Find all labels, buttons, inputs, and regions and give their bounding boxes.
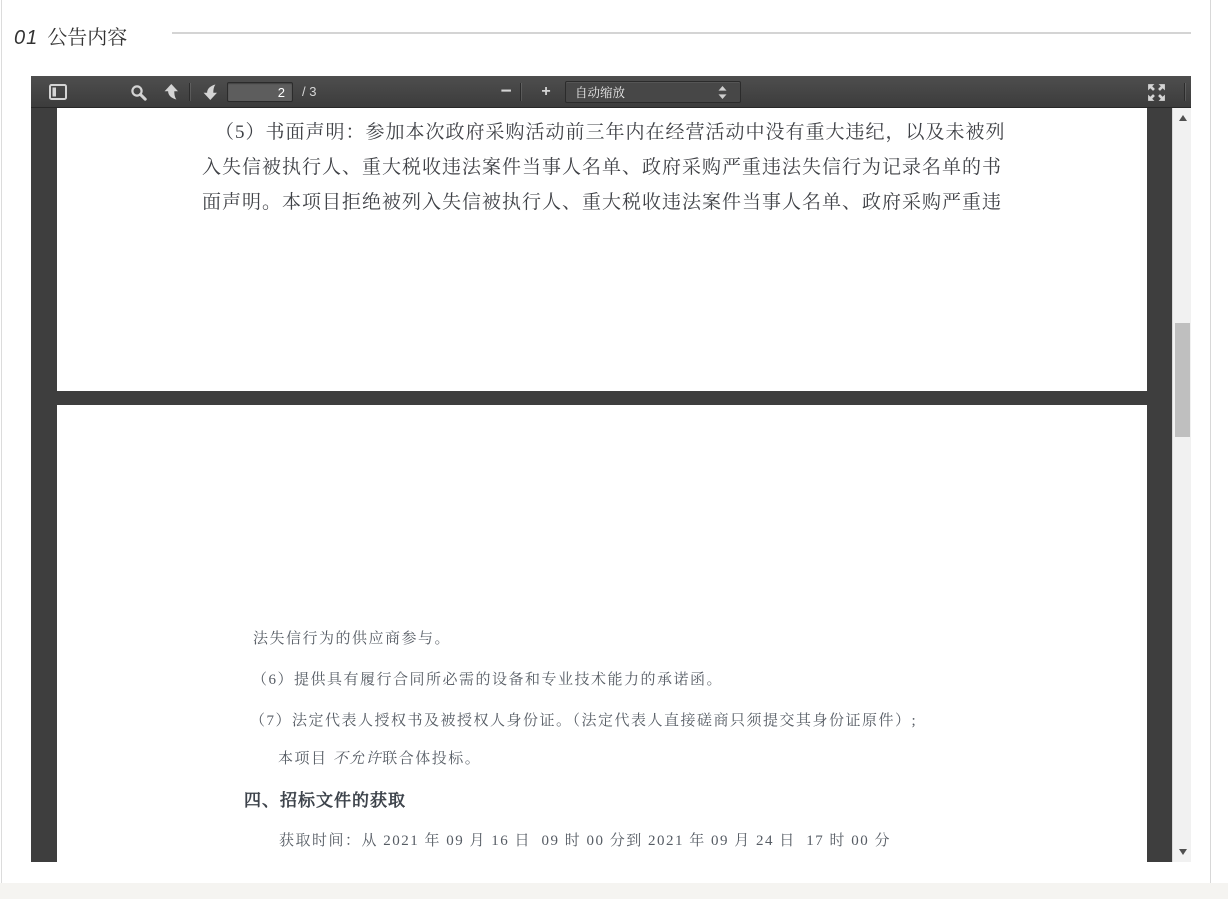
pdf-page-2: [57, 405, 1147, 862]
document-text-line: （5）书面声明：参加本次政府采购活动前三年内在经营活动中没有重大违纪，以及未被列: [215, 122, 1006, 143]
plus-icon: +: [541, 83, 551, 100]
presentation-mode-button[interactable]: [1143, 80, 1169, 104]
toolbar-separator: [1184, 83, 1185, 101]
zoom-mode-select[interactable]: [565, 81, 741, 103]
page-number-input[interactable]: [227, 82, 293, 102]
scroll-down-button[interactable]: [1173, 844, 1191, 860]
next-page-button[interactable]: [197, 80, 223, 104]
triangle-up-icon: [1179, 115, 1187, 121]
document-text-line: 法失信行为的供应商参与。: [253, 631, 452, 647]
page-count-label: / 3: [302, 84, 317, 99]
consortium-not-allowed: 不允许: [332, 751, 383, 767]
section-title: [14, 21, 127, 50]
document-text-line: 获取时间：从 2021 年 09 月 16 日 09 时 00 分到 2021 年 09 月 24 日 17 时 00 分: [279, 833, 892, 849]
toolbar-separator: [520, 83, 521, 101]
consortium-suffix: 联合体投标。: [382, 751, 482, 767]
previous-page-button[interactable]: [158, 80, 184, 104]
scrollbar-thumb[interactable]: [1175, 323, 1190, 437]
document-text-line: （6）提供具有履行合同所必需的设备和专业技术能力的承诺函。: [252, 672, 724, 688]
document-text-line: （7）法定代表人授权书及被授权人身份证。（法定代表人直接磋商只须提交其身份证原件）;: [250, 713, 918, 729]
pdf-toolbar: [31, 76, 1191, 108]
search-button[interactable]: [125, 80, 151, 104]
section-number: 01: [14, 27, 39, 49]
arrow-up-icon: [162, 83, 180, 101]
next-section-background: [0, 883, 1228, 899]
pdf-viewer: [31, 76, 1191, 862]
sidebar-toggle-button[interactable]: [45, 80, 71, 104]
zoom-out-button[interactable]: [493, 80, 519, 104]
zoom-mode-value: 自动缩放: [575, 86, 626, 100]
section-title-text: 公告内容: [47, 27, 128, 49]
sidebar-toggle-icon: [49, 84, 67, 100]
document-text-line: 入失信被执行人、重大税收违法案件当事人名单、政府采购严重违法失信行为记录名单的书: [202, 157, 1003, 178]
title-divider: [172, 32, 1191, 34]
zoom-in-button[interactable]: [533, 80, 559, 104]
search-icon: [130, 84, 147, 101]
fullscreen-expand-icon: [1146, 82, 1167, 103]
announcement-card: [1, 0, 1211, 883]
triangle-down-icon: [1179, 849, 1187, 855]
document-section-heading: 四、招标文件的获取: [244, 791, 406, 810]
document-text-line: 面声明。本项目拒绝被列入失信被执行人、重大税收违法案件当事人名单、政府采购严重违: [202, 192, 1003, 213]
pdf-page-1: [57, 108, 1147, 391]
select-spinner-icon: [718, 86, 727, 102]
scroll-up-button[interactable]: [1173, 110, 1191, 126]
toolbar-separator: [189, 83, 190, 101]
vertical-scrollbar[interactable]: [1172, 108, 1191, 862]
document-text-line: [278, 747, 481, 768]
arrow-down-icon: [201, 83, 219, 101]
minus-icon: −: [500, 81, 512, 102]
consortium-prefix: 本项目: [278, 751, 333, 767]
